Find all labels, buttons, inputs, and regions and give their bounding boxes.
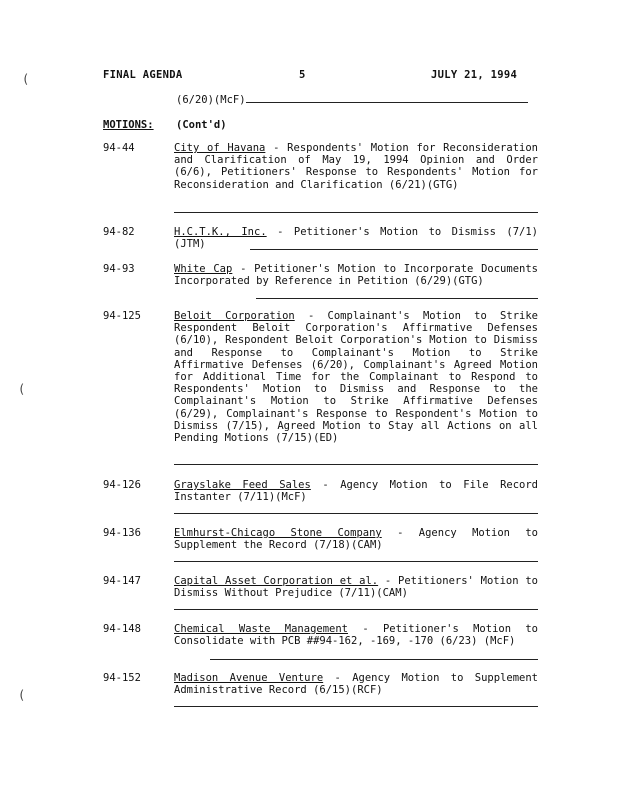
header-page-number: 5 — [299, 69, 306, 81]
entry-rule — [256, 298, 538, 299]
continuation-text: (6/20)(McF) — [176, 94, 246, 106]
scan-mark-top: ( — [22, 72, 30, 86]
entry-body — [174, 263, 538, 287]
entry-body — [174, 623, 538, 647]
entry-body — [174, 310, 538, 444]
entry-title: White Cap — [174, 263, 233, 275]
scan-mark-middle: ( — [18, 382, 26, 396]
entry-body — [174, 226, 538, 250]
scan-mark-bottom: ( — [18, 688, 26, 702]
entry-text: - Petitioners' Motion to Dismiss Without Prejudice (7/11)(CAM) — [174, 575, 538, 600]
entry-title: City of Havana — [174, 142, 266, 154]
entry-rule — [174, 561, 538, 562]
entry-rule — [174, 706, 538, 707]
docket-number: 94-152 — [103, 672, 141, 684]
entry-rule — [174, 212, 538, 213]
entry-text: - Complainant's Motion to Strike Respondent Beloit Corporation's Affirmative Defenses (6/10), Respondent Beloit Corporation's Motion to Dismiss and Response to Complainant's Motion to Strike Affirmative Defenses (6/20), Complainant's Agreed Motion for Additional Time for the Complainant to Respond to Respondents' Motion to Dismiss and Response to the Complainant's Motion to Strike Affirmative Defenses (6/29), Complainant's Response to Respondent's Motion to Dismiss (7/15), Agreed Motion to Stay all Actions on all Pending Motions (7/15)(ED) — [174, 310, 538, 445]
header-date: JULY 21, 1994 — [431, 69, 518, 81]
entry-text: - Petitioner's Motion to Incorporate Documents Incorporated by Reference in Petition (6/29)(GTG) — [174, 263, 538, 288]
continuation-line — [176, 94, 528, 106]
motions-cont: (Cont'd) — [176, 119, 227, 131]
motions-label: MOTIONS: — [103, 119, 154, 131]
entry-text: - Petitioner's Motion to Dismiss (7/1)(JTM) — [174, 226, 538, 251]
docket-number: 94-148 — [103, 623, 141, 635]
entry-title: Elmhurst-Chicago Stone Company — [174, 527, 382, 539]
entry-body — [174, 142, 538, 191]
entry-text: - Agency Motion to Supplement Administrative Record (6/15)(RCF) — [174, 672, 538, 697]
docket-number: 94-147 — [103, 575, 141, 587]
entry-title: Beloit Corporation — [174, 310, 295, 322]
docket-number: 94-82 — [103, 226, 135, 238]
entry-title: Capital Asset Corporation et al. — [174, 575, 379, 587]
entry-body — [174, 479, 538, 503]
docket-number: 94-44 — [103, 142, 135, 154]
entry-rule — [174, 464, 538, 465]
entry-body — [174, 527, 538, 551]
entry-text: - Agency Motion to File Record Instanter (7/11)(McF) — [174, 479, 539, 504]
entry-text: - Agency Motion to Supplement the Record (7/18)(CAM) — [174, 527, 538, 552]
entry-rule — [210, 659, 538, 660]
docket-number: 94-136 — [103, 527, 141, 539]
continuation-rule — [246, 102, 528, 103]
entry-title: Grayslake Feed Sales — [174, 479, 311, 491]
entry-body — [174, 672, 538, 696]
docket-number: 94-125 — [103, 310, 141, 322]
entry-rule — [250, 249, 538, 250]
entry-rule — [174, 609, 538, 610]
entry-title: H.C.T.K., Inc. — [174, 226, 267, 238]
entry-title: Madison Avenue Venture — [174, 672, 324, 684]
docket-number: 94-126 — [103, 479, 141, 491]
docket-number: 94-93 — [103, 263, 135, 275]
header-title: FINAL AGENDA — [103, 69, 183, 81]
entry-text: - Respondents' Motion for Reconsideration and Clarification of May 19, 1994 Opinion and Order (6/6), Petitioners' Response to Respondents' Motion for Reconsideration and Clarification (6/21)(GTG) — [174, 142, 538, 191]
entry-title: Chemical Waste Management — [174, 623, 349, 635]
entry-rule — [174, 513, 538, 514]
entry-body — [174, 575, 538, 599]
entry-text: - Petitioner's Motion to Consolidate with PCB ##94-162, -169, -170 (6/23) (McF) — [174, 623, 538, 648]
